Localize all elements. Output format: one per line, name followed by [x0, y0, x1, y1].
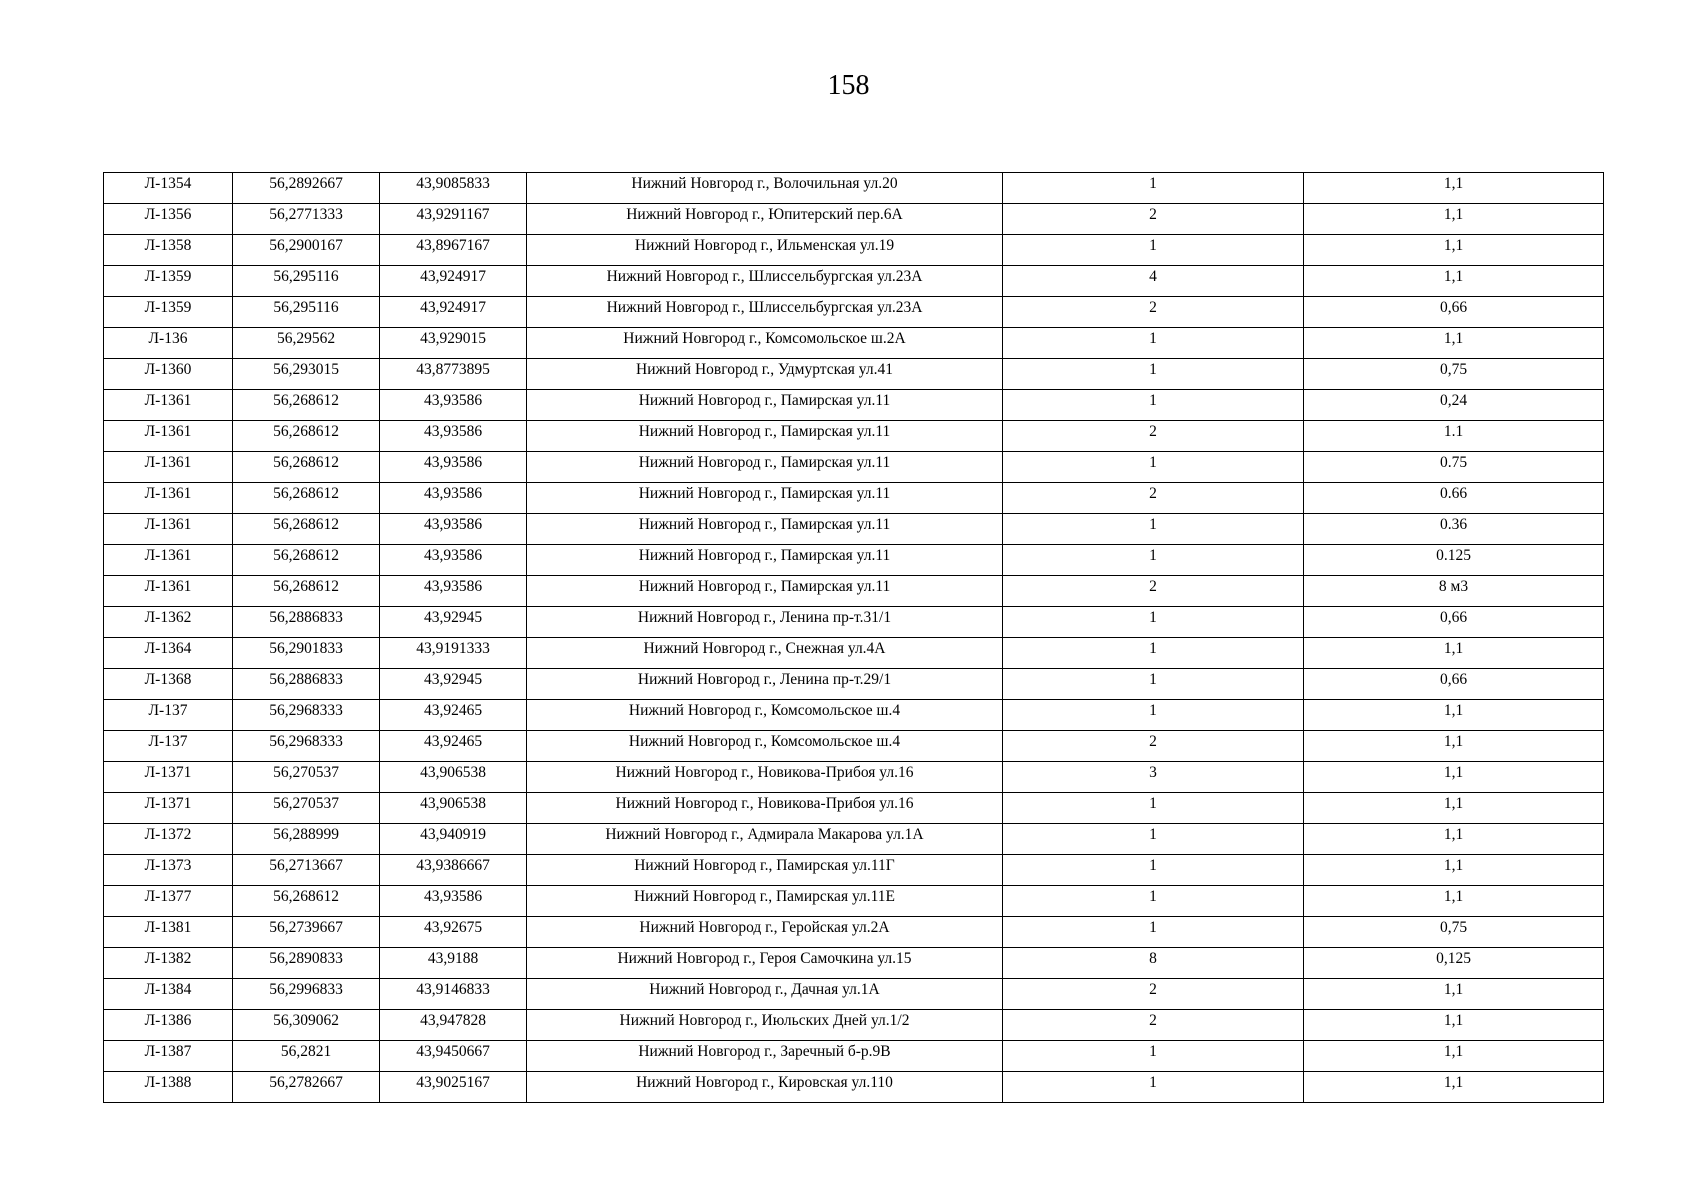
cell-id: Л-1361 [104, 452, 233, 483]
cell-address: Нижний Новгород г., Героя Самочкина ул.15 [527, 948, 1003, 979]
cell-longitude: 43,93586 [380, 390, 527, 421]
cell-address: Нижний Новгород г., Заречный б-р.9В [527, 1041, 1003, 1072]
cell-address: Нижний Новгород г., Адмирала Макарова ул.1А [527, 824, 1003, 855]
cell-id: Л-1364 [104, 638, 233, 669]
cell-id: Л-1371 [104, 762, 233, 793]
table-row [104, 421, 1604, 452]
cell-id: Л-1354 [104, 173, 233, 204]
cell-id: Л-1360 [104, 359, 233, 390]
cell-latitude: 56,288999 [233, 824, 380, 855]
cell-count: 4 [1003, 266, 1304, 297]
cell-count: 1 [1003, 359, 1304, 390]
cell-latitude: 56,2771333 [233, 204, 380, 235]
table-row [104, 297, 1604, 328]
cell-longitude: 43,924917 [380, 297, 527, 328]
cell-latitude: 56,295116 [233, 297, 380, 328]
cell-latitude: 56,295116 [233, 266, 380, 297]
cell-longitude: 43,9025167 [380, 1072, 527, 1103]
data-table [103, 172, 1604, 1103]
cell-longitude: 43,9386667 [380, 855, 527, 886]
table-row [104, 1010, 1604, 1041]
table-row [104, 607, 1604, 638]
cell-volume: 1,1 [1304, 731, 1604, 762]
cell-address: Нижний Новгород г., Шлиссельбургская ул.23А [527, 297, 1003, 328]
cell-count: 1 [1003, 1072, 1304, 1103]
cell-count: 2 [1003, 731, 1304, 762]
table-row [104, 948, 1604, 979]
cell-id: Л-1386 [104, 1010, 233, 1041]
cell-count: 8 [1003, 948, 1304, 979]
cell-volume: 1,1 [1304, 638, 1604, 669]
cell-volume: 0.75 [1304, 452, 1604, 483]
cell-longitude: 43,93586 [380, 545, 527, 576]
cell-address: Нижний Новгород г., Волочильная ул.20 [527, 173, 1003, 204]
cell-latitude: 56,29562 [233, 328, 380, 359]
cell-id: Л-1361 [104, 390, 233, 421]
cell-latitude: 56,2892667 [233, 173, 380, 204]
cell-longitude: 43,9450667 [380, 1041, 527, 1072]
cell-volume: 1,1 [1304, 762, 1604, 793]
cell-longitude: 43,924917 [380, 266, 527, 297]
table-row [104, 793, 1604, 824]
cell-address: Нижний Новгород г., Памирская ул.11Г [527, 855, 1003, 886]
table-row [104, 328, 1604, 359]
cell-address: Нижний Новгород г., Ленина пр-т.31/1 [527, 607, 1003, 638]
cell-count: 2 [1003, 483, 1304, 514]
cell-latitude: 56,2968333 [233, 700, 380, 731]
cell-count: 2 [1003, 1010, 1304, 1041]
cell-longitude: 43,93586 [380, 886, 527, 917]
cell-volume: 0.66 [1304, 483, 1604, 514]
cell-longitude: 43,9146833 [380, 979, 527, 1010]
cell-id: Л-1358 [104, 235, 233, 266]
cell-address: Нижний Новгород г., Памирская ул.11Е [527, 886, 1003, 917]
cell-count: 1 [1003, 390, 1304, 421]
cell-id: Л-136 [104, 328, 233, 359]
cell-count: 1 [1003, 173, 1304, 204]
table-row [104, 359, 1604, 390]
cell-address: Нижний Новгород г., Памирская ул.11 [527, 452, 1003, 483]
cell-id: Л-1362 [104, 607, 233, 638]
cell-count: 1 [1003, 886, 1304, 917]
cell-address: Нижний Новгород г., Юпитерский пер.6А [527, 204, 1003, 235]
table-row [104, 390, 1604, 421]
cell-latitude: 56,309062 [233, 1010, 380, 1041]
cell-count: 1 [1003, 545, 1304, 576]
cell-id: Л-1388 [104, 1072, 233, 1103]
cell-address: Нижний Новгород г., Комсомольское ш.2А [527, 328, 1003, 359]
cell-volume: 8 м3 [1304, 576, 1604, 607]
cell-id: Л-1361 [104, 421, 233, 452]
cell-latitude: 56,268612 [233, 886, 380, 917]
cell-volume: 1,1 [1304, 824, 1604, 855]
cell-longitude: 43,9291167 [380, 204, 527, 235]
cell-count: 1 [1003, 855, 1304, 886]
table-row [104, 1041, 1604, 1072]
cell-latitude: 56,268612 [233, 452, 380, 483]
cell-longitude: 43,947828 [380, 1010, 527, 1041]
cell-volume: 0,75 [1304, 359, 1604, 390]
cell-address: Нижний Новгород г., Ильменская ул.19 [527, 235, 1003, 266]
cell-longitude: 43,940919 [380, 824, 527, 855]
cell-id: Л-137 [104, 731, 233, 762]
cell-count: 2 [1003, 204, 1304, 235]
cell-volume: 1,1 [1304, 173, 1604, 204]
cell-latitude: 56,2900167 [233, 235, 380, 266]
cell-latitude: 56,268612 [233, 514, 380, 545]
cell-volume: 0,66 [1304, 607, 1604, 638]
cell-volume: 1,1 [1304, 204, 1604, 235]
cell-longitude: 43,8967167 [380, 235, 527, 266]
table-row [104, 452, 1604, 483]
cell-id: Л-1359 [104, 297, 233, 328]
cell-volume: 1,1 [1304, 1041, 1604, 1072]
cell-id: Л-1356 [104, 204, 233, 235]
cell-id: Л-1382 [104, 948, 233, 979]
cell-count: 3 [1003, 762, 1304, 793]
table-row [104, 638, 1604, 669]
cell-longitude: 43,9191333 [380, 638, 527, 669]
cell-count: 1 [1003, 824, 1304, 855]
cell-address: Нижний Новгород г., Памирская ул.11 [527, 514, 1003, 545]
cell-address: Нижний Новгород г., Новикова-Прибоя ул.16 [527, 793, 1003, 824]
cell-volume: 1,1 [1304, 886, 1604, 917]
cell-count: 2 [1003, 297, 1304, 328]
cell-address: Нижний Новгород г., Памирская ул.11 [527, 545, 1003, 576]
cell-count: 1 [1003, 1041, 1304, 1072]
cell-count: 1 [1003, 452, 1304, 483]
cell-id: Л-1359 [104, 266, 233, 297]
cell-latitude: 56,2782667 [233, 1072, 380, 1103]
cell-volume: 1,1 [1304, 328, 1604, 359]
cell-longitude: 43,93586 [380, 483, 527, 514]
cell-longitude: 43,8773895 [380, 359, 527, 390]
table-row [104, 700, 1604, 731]
cell-id: Л-1368 [104, 669, 233, 700]
cell-latitude: 56,2890833 [233, 948, 380, 979]
cell-count: 1 [1003, 793, 1304, 824]
cell-id: Л-1372 [104, 824, 233, 855]
cell-longitude: 43,929015 [380, 328, 527, 359]
cell-id: Л-1361 [104, 514, 233, 545]
cell-count: 1 [1003, 700, 1304, 731]
cell-latitude: 56,2996833 [233, 979, 380, 1010]
cell-address: Нижний Новгород г., Комсомольское ш.4 [527, 731, 1003, 762]
cell-latitude: 56,2713667 [233, 855, 380, 886]
cell-volume: 0,75 [1304, 917, 1604, 948]
cell-volume: 0,125 [1304, 948, 1604, 979]
cell-latitude: 56,2901833 [233, 638, 380, 669]
cell-address: Нижний Новгород г., Ленина пр-т.29/1 [527, 669, 1003, 700]
cell-count: 1 [1003, 514, 1304, 545]
cell-latitude: 56,268612 [233, 421, 380, 452]
cell-longitude: 43,92945 [380, 607, 527, 638]
cell-longitude: 43,906538 [380, 762, 527, 793]
cell-id: Л-1384 [104, 979, 233, 1010]
cell-volume: 0.125 [1304, 545, 1604, 576]
cell-volume: 1.1 [1304, 421, 1604, 452]
cell-address: Нижний Новгород г., Памирская ул.11 [527, 390, 1003, 421]
cell-id: Л-1371 [104, 793, 233, 824]
cell-count: 1 [1003, 235, 1304, 266]
table-row [104, 979, 1604, 1010]
cell-longitude: 43,92465 [380, 700, 527, 731]
cell-volume: 1,1 [1304, 266, 1604, 297]
cell-address: Нижний Новгород г., Удмуртская ул.41 [527, 359, 1003, 390]
cell-longitude: 43,906538 [380, 793, 527, 824]
cell-count: 2 [1003, 979, 1304, 1010]
table-row [104, 1072, 1604, 1103]
table-row [104, 731, 1604, 762]
cell-latitude: 56,268612 [233, 483, 380, 514]
cell-longitude: 43,93586 [380, 452, 527, 483]
cell-latitude: 56,2968333 [233, 731, 380, 762]
table-row [104, 855, 1604, 886]
table-row [104, 824, 1604, 855]
cell-id: Л-1381 [104, 917, 233, 948]
cell-count: 2 [1003, 421, 1304, 452]
cell-address: Нижний Новгород г., Памирская ул.11 [527, 483, 1003, 514]
cell-volume: 1,1 [1304, 979, 1604, 1010]
cell-id: Л-1361 [104, 576, 233, 607]
cell-volume: 1,1 [1304, 700, 1604, 731]
table-row [104, 545, 1604, 576]
cell-id: Л-1377 [104, 886, 233, 917]
cell-count: 1 [1003, 328, 1304, 359]
cell-latitude: 56,270537 [233, 762, 380, 793]
cell-address: Нижний Новгород г., Кировская ул.110 [527, 1072, 1003, 1103]
cell-volume: 0.36 [1304, 514, 1604, 545]
cell-address: Нижний Новгород г., Шлиссельбургская ул.23А [527, 266, 1003, 297]
cell-longitude: 43,9188 [380, 948, 527, 979]
cell-count: 1 [1003, 638, 1304, 669]
cell-latitude: 56,293015 [233, 359, 380, 390]
cell-id: Л-1373 [104, 855, 233, 886]
cell-latitude: 56,2886833 [233, 669, 380, 700]
cell-count: 1 [1003, 607, 1304, 638]
cell-latitude: 56,2821 [233, 1041, 380, 1072]
cell-longitude: 43,92945 [380, 669, 527, 700]
cell-id: Л-1387 [104, 1041, 233, 1072]
cell-volume: 1,1 [1304, 1072, 1604, 1103]
page-number: 158 [827, 70, 870, 101]
cell-address: Нижний Новгород г., Дачная ул.1А [527, 979, 1003, 1010]
cell-longitude: 43,92465 [380, 731, 527, 762]
cell-latitude: 56,2739667 [233, 917, 380, 948]
table-row [104, 917, 1604, 948]
cell-longitude: 43,9085833 [380, 173, 527, 204]
cell-count: 1 [1003, 917, 1304, 948]
cell-address: Нижний Новгород г., Июльских Дней ул.1/2 [527, 1010, 1003, 1041]
cell-longitude: 43,92675 [380, 917, 527, 948]
cell-longitude: 43,93586 [380, 576, 527, 607]
table-row [104, 266, 1604, 297]
cell-volume: 0,66 [1304, 297, 1604, 328]
cell-volume: 1,1 [1304, 793, 1604, 824]
cell-volume: 1,1 [1304, 855, 1604, 886]
table-row [104, 514, 1604, 545]
cell-address: Нижний Новгород г., Памирская ул.11 [527, 576, 1003, 607]
cell-volume: 0,66 [1304, 669, 1604, 700]
table-row [104, 669, 1604, 700]
cell-longitude: 43,93586 [380, 514, 527, 545]
cell-count: 1 [1003, 669, 1304, 700]
table-row [104, 235, 1604, 266]
cell-address: Нижний Новгород г., Геройская ул.2А [527, 917, 1003, 948]
cell-address: Нижний Новгород г., Новикова-Прибоя ул.16 [527, 762, 1003, 793]
cell-latitude: 56,270537 [233, 793, 380, 824]
cell-id: Л-1361 [104, 483, 233, 514]
table-row [104, 204, 1604, 235]
cell-address: Нижний Новгород г., Памирская ул.11 [527, 421, 1003, 452]
table-row [104, 886, 1604, 917]
table-row [104, 762, 1604, 793]
table-body [104, 173, 1604, 1103]
cell-address: Нижний Новгород г., Комсомольское ш.4 [527, 700, 1003, 731]
cell-volume: 1,1 [1304, 1010, 1604, 1041]
cell-latitude: 56,268612 [233, 576, 380, 607]
table-row [104, 483, 1604, 514]
cell-volume: 0,24 [1304, 390, 1604, 421]
cell-id: Л-137 [104, 700, 233, 731]
cell-address: Нижний Новгород г., Снежная ул.4А [527, 638, 1003, 669]
cell-latitude: 56,2886833 [233, 607, 380, 638]
cell-volume: 1,1 [1304, 235, 1604, 266]
table-row [104, 576, 1604, 607]
table-row [104, 173, 1604, 204]
cell-count: 2 [1003, 576, 1304, 607]
cell-longitude: 43,93586 [380, 421, 527, 452]
cell-latitude: 56,268612 [233, 545, 380, 576]
cell-id: Л-1361 [104, 545, 233, 576]
cell-latitude: 56,268612 [233, 390, 380, 421]
